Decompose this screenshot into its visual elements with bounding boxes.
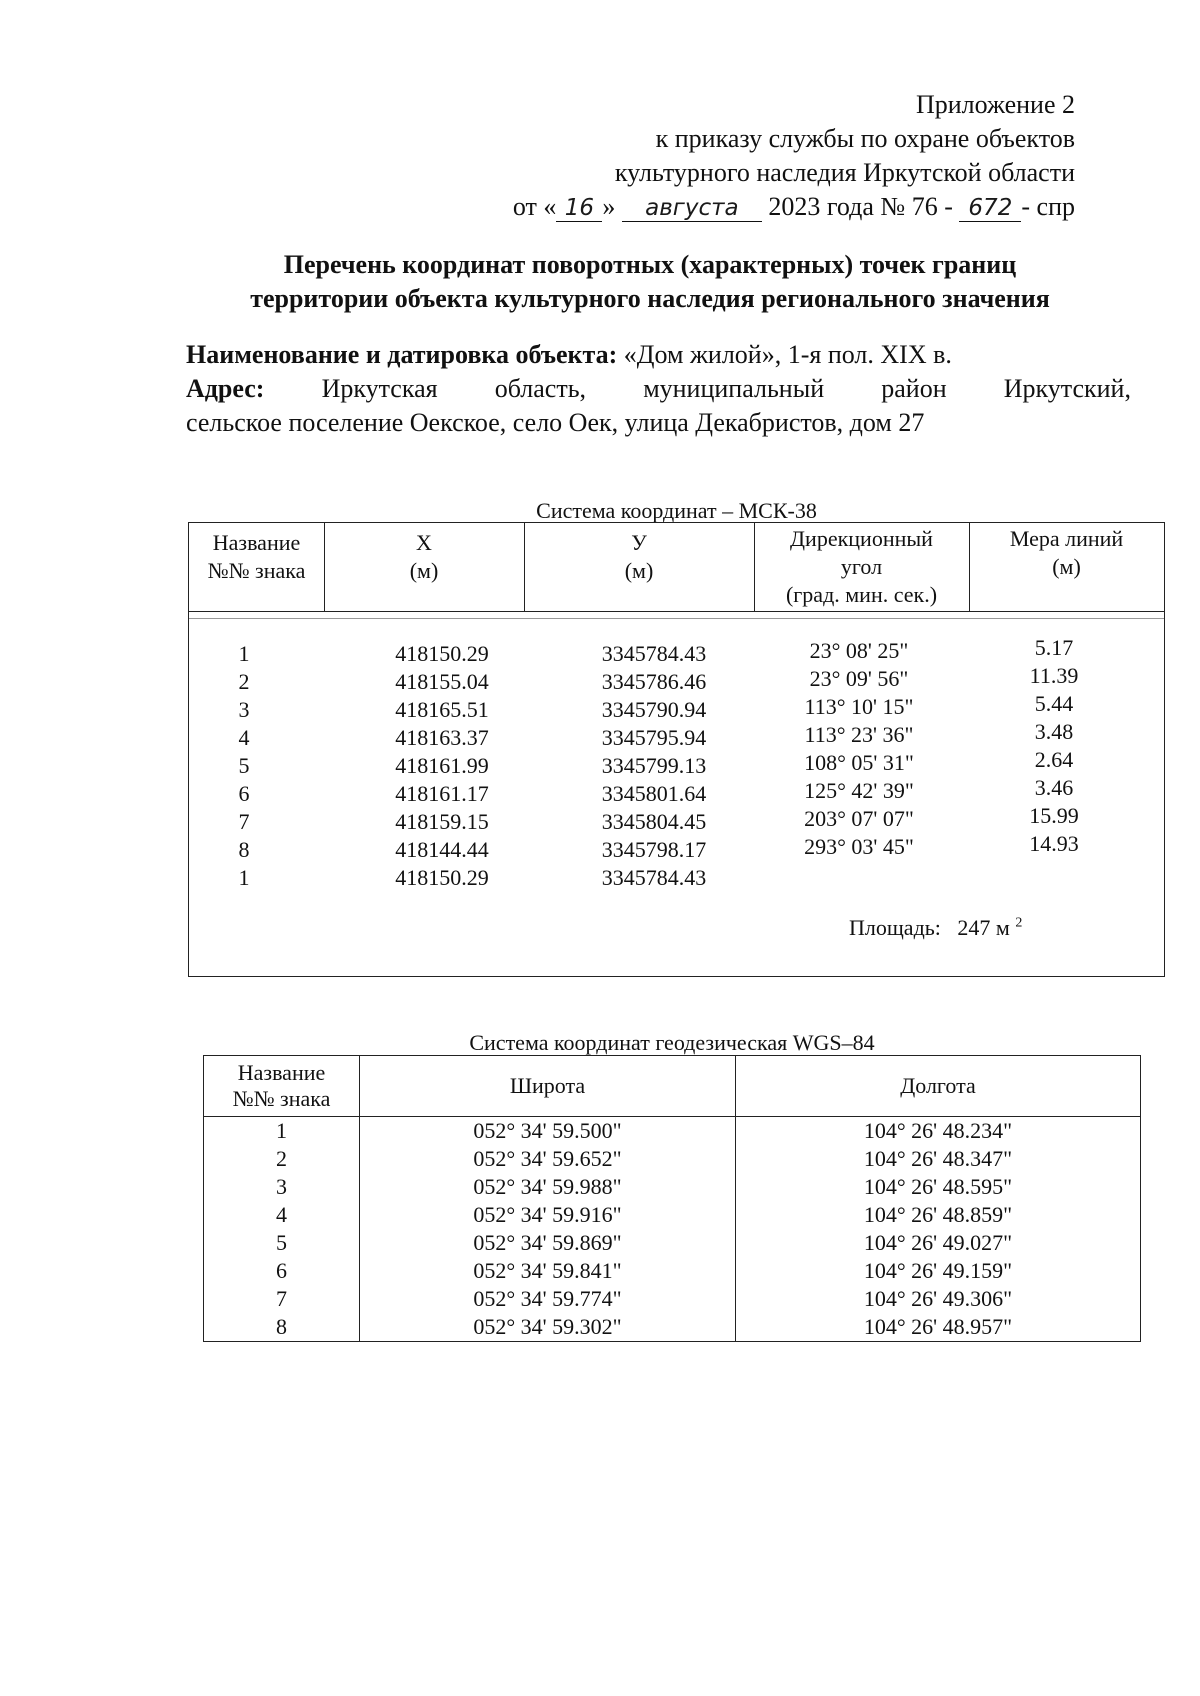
table-row: 1 052° 34' 59.500" 104° 26' 48.234": [204, 1117, 1141, 1146]
header-name: Название №№ знака: [207, 530, 306, 583]
header-x: X (м): [409, 530, 439, 583]
object-name-row: Наименование и датировка объекта: «Дом жилой», 1-я пол. XIX в.: [186, 340, 952, 369]
table-row: 6 418161.17 3345801.64 125° 42' 39" 3.46: [238, 775, 1074, 806]
document-title: Перечень координат поворотных (характерных) точек границ территории объекта культурного наследия регионального значения: [250, 250, 1050, 313]
msk-table-caption: Система координат – МСК-38: [536, 498, 817, 523]
header-latitude: Широта: [360, 1056, 736, 1117]
table-row: 8 418144.44 3345798.17 293° 03' 45" 14.93: [238, 831, 1079, 862]
appendix-date-line: от « 16 » августа 2023 года № 76 - 672 - спр: [512, 192, 1075, 221]
appendix-title: Приложение 2: [915, 90, 1075, 119]
handwritten-day: 16: [556, 195, 602, 222]
table-row: 6 052° 34' 59.841" 104° 26' 49.159": [204, 1257, 1141, 1285]
header-name: Название №№ знака: [204, 1056, 360, 1117]
table-row: 5 418161.99 3345799.13 108° 05' 31" 2.64: [238, 747, 1074, 778]
table-row: 3 418165.51 3345790.94 113° 10' 15" 5.44: [238, 691, 1074, 722]
appendix-authority-line: культурного наследия Иркутской области: [614, 158, 1075, 187]
appendix-header: [513, 88, 1075, 224]
object-info: [186, 338, 1131, 440]
object-address-row: Адрес: Иркутская область, муниципальный район Иркутский,: [186, 374, 1131, 403]
object-address-continuation: сельское поселение Оекское, село Оек, улица Декабристов, дом 27: [186, 408, 925, 437]
msk-table-header: [189, 523, 1164, 612]
table-row: 4 418163.37 3345795.94 113° 23' 36" 3.48: [238, 719, 1074, 750]
header-longitude: Долгота: [736, 1056, 1141, 1117]
wgs-coordinates-table: [203, 1055, 1141, 1342]
table-row: 4 052° 34' 59.916" 104° 26' 48.859": [204, 1201, 1141, 1229]
area-total: Площадь: 247 м $^2$: [849, 915, 1023, 940]
table-row: 7 418159.15 3345804.45 203° 07' 07" 15.99: [238, 803, 1079, 834]
wgs-table-header: [204, 1056, 1141, 1117]
handwritten-order-number: 672: [959, 195, 1021, 222]
handwritten-month: августа: [622, 195, 762, 222]
msk-table-body: [189, 635, 1164, 893]
table-row: 1 418150.29 3345784.43: [238, 865, 707, 890]
header-y: У (м): [624, 530, 654, 583]
table-row: 5 052° 34' 59.869" 104° 26' 49.027": [204, 1229, 1141, 1257]
header-length: Мера линий (м): [1009, 526, 1124, 579]
msk-coordinates-table: [188, 522, 1165, 977]
table-row: 8 052° 34' 59.302" 104° 26' 48.957": [204, 1313, 1141, 1342]
table-row: 3 052° 34' 59.988" 104° 26' 48.595": [204, 1173, 1141, 1201]
header-angle: Дирекционный угол (град. мин. сек.): [785, 526, 938, 607]
table-row: 2 418155.04 3345786.46 23° 09' 56" 11.39: [238, 663, 1079, 694]
table-row: 7 052° 34' 59.774" 104° 26' 49.306": [204, 1285, 1141, 1313]
table-row: 2 052° 34' 59.652" 104° 26' 48.347": [204, 1145, 1141, 1173]
wgs-table-caption: Система координат геодезическая WGS–84: [469, 1030, 875, 1055]
table-row: 1 418150.29 3345784.43 23° 08' 25" 5.17: [238, 635, 1074, 666]
appendix-order-line: к приказу службы по охране объектов: [655, 124, 1075, 153]
